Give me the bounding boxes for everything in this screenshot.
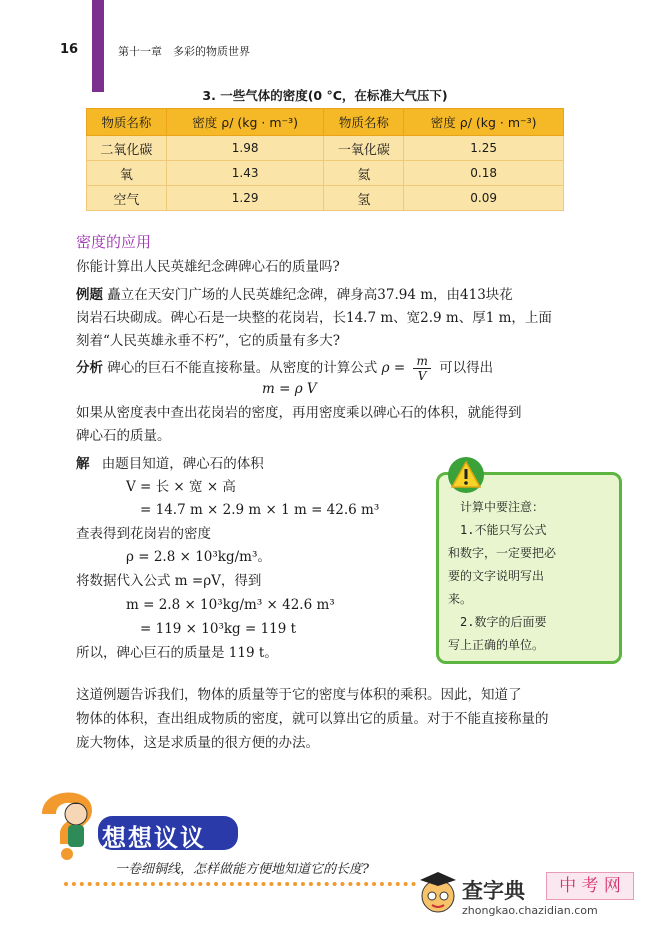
solution-intro: 由题目知道，碑心石的体积 bbox=[101, 456, 264, 472]
lookup-text: 查表得到花岗岩的密度 bbox=[76, 526, 211, 542]
note-text bbox=[448, 496, 608, 657]
exclamation-icon bbox=[448, 457, 484, 493]
density-value: 0.18 bbox=[404, 161, 564, 186]
note-line: 写上正确的单位。 bbox=[448, 638, 545, 652]
density-value: 1.25 bbox=[404, 136, 564, 161]
density-value: 0.09 bbox=[404, 186, 564, 211]
table-header-cell: 密度 ρ/ (kg · m⁻³) bbox=[166, 109, 324, 136]
table-header-cell: 物质名称 bbox=[87, 109, 167, 136]
density-value: 1.29 bbox=[166, 186, 324, 211]
example-paragraph bbox=[76, 284, 513, 307]
analysis-line3: 碑心石的质量。 bbox=[76, 428, 171, 444]
intro-question: 你能计算出人民英雄纪念碑碑心石的质量吗? bbox=[76, 259, 340, 275]
mascot-icon bbox=[416, 868, 460, 920]
gas-density-table bbox=[86, 108, 564, 211]
think-discuss-banner bbox=[34, 780, 414, 860]
page-number: 16 bbox=[60, 42, 79, 57]
analysis-label: 分析 bbox=[76, 360, 103, 376]
example-text-line2: 岗岩石块砌成。碑心石是一块整的花岗岩，长14.7 m、宽2.9 m、厚1 m，上面 bbox=[76, 310, 552, 326]
solution-label: 解 bbox=[76, 456, 90, 472]
summary-line1: 这道例题告诉我们，物体的质量等于它的密度与体积的乘积。因此，知道了 bbox=[76, 687, 522, 703]
substance-name: 氢 bbox=[324, 186, 404, 211]
chapter-title: 第十一章 多彩的物质世界 bbox=[118, 45, 250, 58]
example-text-line1: 矗立在天安门广场的人民英雄纪念碑，碑身高37.94 m，由413块花 bbox=[107, 287, 513, 303]
table-row bbox=[87, 161, 564, 186]
note-line: 来。 bbox=[448, 592, 473, 606]
substance-name: 一氧化碳 bbox=[324, 136, 404, 161]
note-line: 计算中要注意： bbox=[460, 500, 545, 514]
note-line: 1.不能只写公式 bbox=[448, 523, 547, 537]
table-row bbox=[87, 136, 564, 161]
chapter-color-bar bbox=[92, 0, 104, 92]
table-header-cell: 密度 ρ/ (kg · m⁻³) bbox=[404, 109, 564, 136]
example-label: 例题 bbox=[76, 287, 103, 303]
density-value: 1.43 bbox=[166, 161, 324, 186]
fraction-numerator: m bbox=[413, 354, 430, 369]
watermark-label: 中 考 网 bbox=[546, 872, 634, 900]
watermark-url: zhongkao.chazidian.com bbox=[462, 904, 598, 917]
analysis-text: 碑心的巨石不能直接称量。从密度的计算公式 bbox=[107, 360, 378, 376]
substance-name: 空气 bbox=[87, 186, 167, 211]
mass-formula: m = ρ V bbox=[262, 381, 317, 397]
volume-formula: V = 长 × 宽 × 高 bbox=[126, 479, 236, 495]
mass-calculation-1: m = 2.8 × 10³kg/m³ × 42.6 m³ bbox=[126, 597, 335, 613]
analysis-tail: 可以得出 bbox=[439, 360, 494, 376]
density-value-text: ρ = 2.8 × 10³kg/m³。 bbox=[126, 549, 271, 565]
analysis-line2: 如果从密度表中查出花岗岩的密度，再用密度乘以碑心石的体积，就能得到 bbox=[76, 405, 522, 421]
substance-name: 二氧化碳 bbox=[87, 136, 167, 161]
substance-name: 氧 bbox=[87, 161, 167, 186]
substance-name: 氦 bbox=[324, 161, 404, 186]
summary-line2: 物体的体积，查出组成物质的密度，就可以算出它的质量。对于不能直接称量的 bbox=[76, 711, 549, 727]
section-title: 密度的应用 bbox=[76, 233, 152, 251]
summary-line3: 庞大物体，这是求质量的很方便的办法。 bbox=[76, 735, 319, 751]
volume-calculation: = 14.7 m × 2.9 m × 1 m = 42.6 m³ bbox=[140, 502, 380, 518]
watermark-brand: 查字典 bbox=[462, 879, 525, 903]
think-discuss-title: 想想议议 bbox=[102, 824, 206, 852]
think-discuss-graphic bbox=[34, 780, 414, 860]
note-line: 要的文字说明写出 bbox=[448, 569, 545, 583]
example-text-line3: 刻着“人民英雄永垂不朽”，它的质量有多大? bbox=[76, 333, 341, 349]
formula-rho: ρ = bbox=[381, 360, 406, 376]
density-value: 1.98 bbox=[166, 136, 324, 161]
table-title: 3. 一些气体的密度(0 °C，在标准大气压下) bbox=[202, 88, 448, 103]
density-fraction bbox=[413, 354, 430, 383]
think-question: 一卷细铜线，怎样做能方便地知道它的长度? bbox=[115, 862, 369, 877]
note-line: 2.数字的后面要 bbox=[448, 615, 547, 629]
conclusion-text: 所以，碑心巨石的质量是 119 t。 bbox=[76, 645, 278, 661]
solution-paragraph bbox=[76, 453, 264, 476]
mass-calculation-2: = 119 × 10³kg = 119 t bbox=[140, 621, 297, 637]
substitute-text: 将数据代入公式 m =ρV，得到 bbox=[76, 573, 262, 589]
dotted-divider bbox=[64, 882, 416, 886]
table-header-cell: 物质名称 bbox=[324, 109, 404, 136]
note-line: 和数字，一定要把必 bbox=[448, 546, 557, 560]
fraction-denominator: V bbox=[417, 369, 427, 383]
table-header-row bbox=[87, 109, 564, 136]
table-row bbox=[87, 186, 564, 211]
